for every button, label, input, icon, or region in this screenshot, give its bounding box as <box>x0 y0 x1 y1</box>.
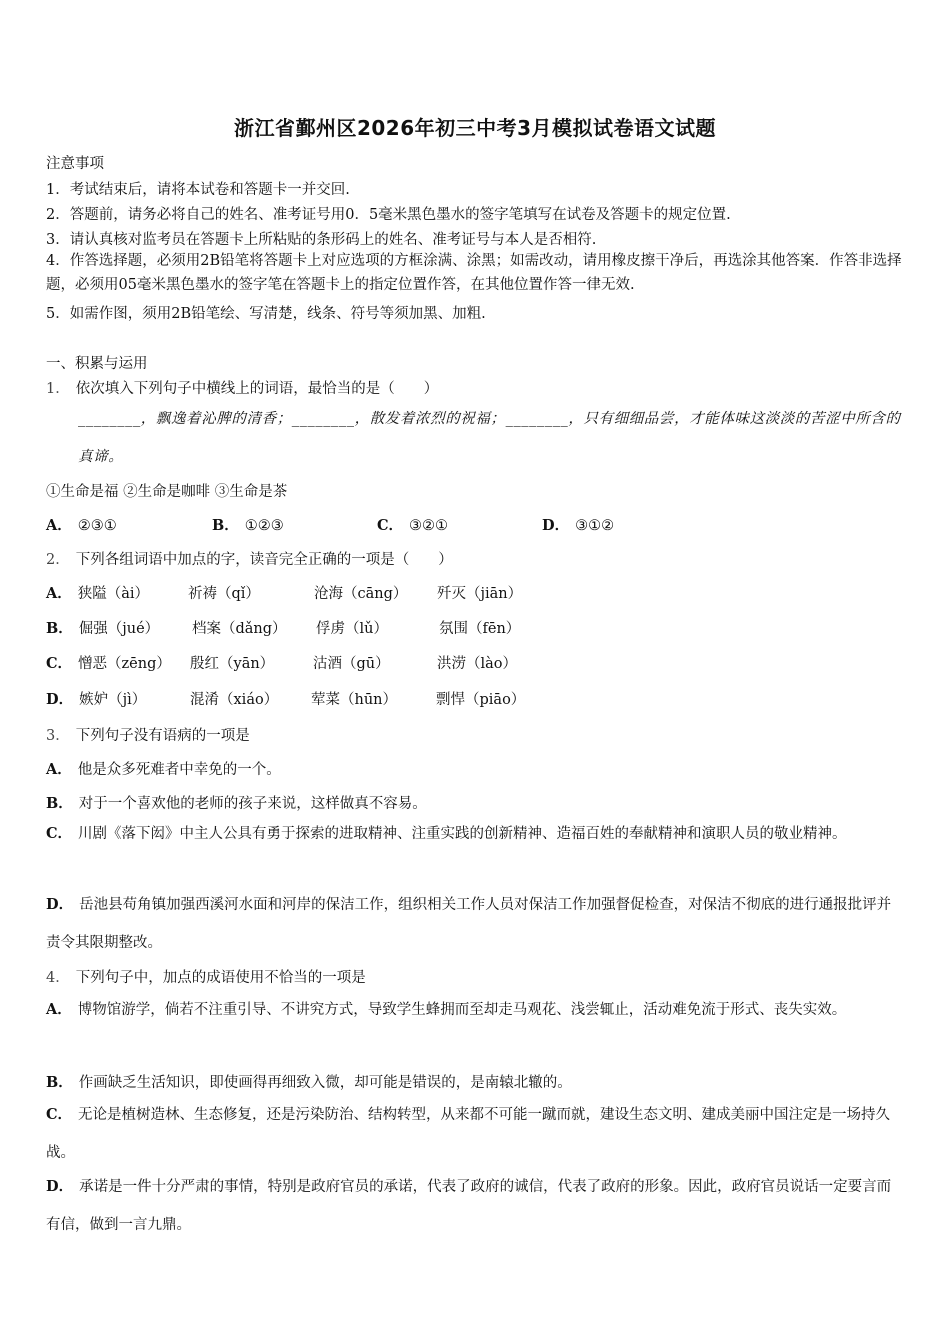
option-text: 川剧《落下闳》中主人公具有勇于探索的进取精神、注重实践的创新精神、造福百姓的奉献精神和演职人员的敬业精神。 <box>78 826 847 842</box>
option-label: D． <box>46 1178 74 1195</box>
option-word: 档案（dǎng） <box>192 621 287 637</box>
option-text: 博物馆游学，倘若不注重引导、不讲究方式，导致学生蜂拥而至却走马观花、浅尝辄止，活动难免流于形式、丧失实效。 <box>77 1002 847 1018</box>
option-label: B． <box>46 620 73 637</box>
option-a[interactable] <box>46 991 904 1029</box>
notice-heading: 注意事项 <box>46 156 104 172</box>
option-a[interactable] <box>46 514 117 535</box>
notice-item: 1．考试结束后，请将本试卷和答题卡一并交回. <box>46 182 350 198</box>
option-label: C． <box>377 517 404 534</box>
page-title: 浙江省鄞州区2026年初三中考3月模拟试卷语文试题 <box>233 116 717 140</box>
question-text: 下列句子中，加点的成语使用不恰当的一项是 <box>75 970 366 986</box>
option-b[interactable] <box>46 792 427 813</box>
question-number: 1． <box>46 381 70 397</box>
option-word: 倔强（jué） <box>78 621 160 637</box>
option-text: ①②③ <box>244 518 284 534</box>
question-number: 4． <box>46 970 70 986</box>
option-label: D． <box>542 517 570 534</box>
option-a[interactable] <box>46 758 281 779</box>
option-text: ③②① <box>409 518 449 534</box>
option-word: 沧海（cāng） <box>314 586 408 602</box>
option-label: C． <box>46 825 73 842</box>
option-label: D． <box>46 896 74 913</box>
option-c[interactable] <box>377 514 448 535</box>
option-word: 沽酒（gū） <box>313 656 390 672</box>
option-label: A． <box>46 761 72 778</box>
option-label: A． <box>46 517 72 534</box>
option-word: 剽悍（piāo） <box>436 692 526 708</box>
option-text: ③①② <box>575 518 615 534</box>
option-label: A． <box>46 585 72 602</box>
question-number: 3． <box>46 728 70 744</box>
option-d[interactable] <box>542 514 614 535</box>
option-c[interactable] <box>46 1096 904 1172</box>
option-word: 歼灭（jiān） <box>437 586 523 602</box>
question-text: 下列句子没有语病的一项是 <box>75 728 250 744</box>
notice-item: 2．答题前，请务必将自己的姓名、准考证号用0．5毫米黑色墨水的签字笔填写在试卷及答题卡的规定位置. <box>46 207 731 223</box>
option-word: 祈祷（qǐ） <box>188 586 260 602</box>
option-word: 俘虏（lǔ） <box>316 621 388 637</box>
question-number: 2． <box>46 552 70 568</box>
option-word: 嫉妒（jì） <box>79 692 147 708</box>
option-label: B． <box>46 1074 73 1091</box>
option-label: B． <box>212 517 239 534</box>
question-4-stem <box>46 966 366 987</box>
option-text: ②③① <box>77 518 117 534</box>
option-word: 狭隘（ài） <box>77 586 150 602</box>
notice-item: 4．作答选择题，必须用2B铅笔将答题卡上对应选项的方框涂满、涂黑；如需改动，请用橡皮擦干净后，再选涂其他答案．作答非选择题，必须用05毫米黑色墨水的签字笔在答题卡上的指定位置作答，在其他位置作答一律无效. <box>46 253 902 293</box>
option-b[interactable] <box>46 1071 572 1092</box>
option-word: 混淆（xiáo） <box>190 692 279 708</box>
question-text: 下列各组词语中加点的字，读音完全正确的一项是（ ） <box>75 552 453 568</box>
option-c[interactable] <box>46 815 904 853</box>
section-heading: 一、积累与运用 <box>46 356 148 372</box>
option-label: D． <box>46 691 74 708</box>
option-word: 荤菜（hūn） <box>311 692 398 708</box>
option-word: 憎恶（zēng） <box>78 656 171 672</box>
option-label: C． <box>46 655 73 672</box>
notice-item: 3．请认真核对监考员在答题卡上所粘贴的条形码上的姓名、准考证号与本人是否相符. <box>46 232 597 248</box>
option-text: 岳池县苟角镇加强西溪河水面和河岸的保洁工作，组织相关工作人员对保洁工作加强督促检查，对保洁不彻底的进行通报批评并责令其限期整改。 <box>46 897 892 951</box>
option-text: 承诺是一件十分严肃的事情，特别是政府官员的承诺，代表了政府的诚信，代表了政府的形象。因此，政府官员说话一定要言而有信，做到一言九鼎。 <box>46 1179 892 1233</box>
option-b[interactable] <box>46 617 159 638</box>
question-text: 依次填入下列句子中横线上的词语，最恰当的是（ ） <box>75 381 439 397</box>
option-text: 作画缺乏生活知识，即使画得再细致入微，却可能是错误的，是南辕北辙的。 <box>78 1075 572 1091</box>
notice-item: 5．如需作图，须用2B铅笔绘、写清楚，线条、符号等须加黑、加粗. <box>46 306 486 322</box>
question-2-stem <box>46 548 453 569</box>
option-text: 对于一个喜欢他的老师的孩子来说，这样做真不容易。 <box>78 796 427 812</box>
option-text: 无论是植树造林、生态修复，还是污染防治、结构转型，从来都不可能一蹴而就，建设生态文明、建成美丽中国注定是一场持久战。 <box>46 1107 891 1161</box>
option-a[interactable] <box>46 582 149 603</box>
option-word: 氛围（fēn） <box>439 621 521 637</box>
option-text: 他是众多死难者中幸免的一个。 <box>77 762 281 778</box>
option-c[interactable] <box>46 652 171 673</box>
option-word: 殷红（yān） <box>190 656 275 672</box>
question-3-stem <box>46 724 250 745</box>
question-1-choices: ①生命是福 ②生命是咖啡 ③生命是茶 <box>46 484 288 500</box>
option-label: B． <box>46 795 73 812</box>
question-1-stem <box>46 377 438 398</box>
question-1-passage: ________，飘逸着沁脾的清香；________，散发着浓烈的祝福；________，只有细细品尝，才能体味这淡淡的苦涩中所含的真谛。 <box>78 411 901 465</box>
option-word: 洪涝（lào） <box>437 656 518 672</box>
option-b[interactable] <box>212 514 284 535</box>
option-label: C． <box>46 1106 73 1123</box>
option-d[interactable] <box>46 886 904 962</box>
option-label: A． <box>46 1001 72 1018</box>
option-d[interactable] <box>46 688 146 709</box>
option-d[interactable] <box>46 1168 904 1244</box>
